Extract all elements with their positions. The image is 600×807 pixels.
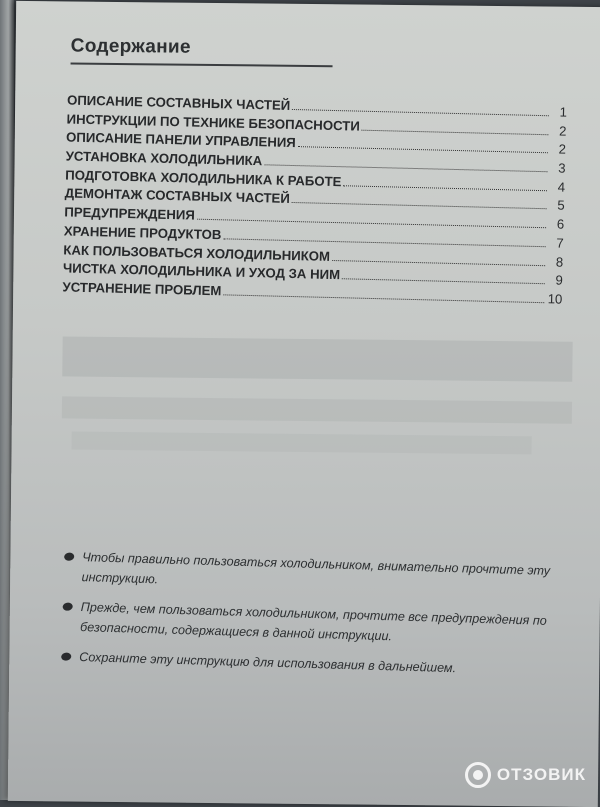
note-text: Прежде, чем пользоваться холодильником, прочтите все предупреждения по безопасности, содержащиеся в данной инструкции. [79,600,547,644]
toc-entry-page: 2 [558,141,567,158]
leaf-bullet-icon [62,601,74,612]
toc-leader-dots [362,129,549,135]
watermark [465,762,586,788]
toc-leader-dots [343,185,547,191]
note-item [59,546,580,601]
watermark-text: ОТЗОВИК [496,765,586,784]
title-underline [71,63,333,68]
toc-entry-label: КАК ПОЛЬЗОВАТЬСЯ ХОЛОДИЛЬНИКОМ [63,241,331,264]
leaf-bullet-icon [63,551,75,562]
toc-entry-label: ОПИСАНИЕ ПАНЕЛИ УПРАВЛЕНИЯ [65,129,296,151]
page-title: Содержание [70,35,191,58]
toc-leader-dots [264,164,547,172]
toc-leader-dots [342,278,545,284]
leaf-bullet-icon [60,651,72,662]
note-item [58,596,579,651]
note-text: Чтобы правильно пользоваться холодильником, внимательно прочтите эту инструкцию. [81,550,551,587]
note-item [57,646,577,681]
toc-entry-page: 9 [555,272,563,288]
toc-entry-page: 8 [555,253,564,270]
table-of-contents [62,92,567,310]
note-text: Сохраните эту инструкцию для использования в дальнейшем. [79,650,457,676]
toc-entry-label: ЧИСТКА ХОЛОДИЛЬНИКА И УХОД ЗА НИМ [62,260,341,283]
toc-entry-page: 3 [558,160,566,176]
show-through-block [72,432,532,455]
toc-entry-label: ПРЕДУПРЕЖДЕНИЯ [64,204,195,223]
toc-entry-label: УСТРАНЕНИЕ ПРОБЛЕМ [62,279,222,299]
toc-entry-label: ИНСТРУКЦИИ ПО ТЕХНИКЕ БЕЗОПАСНОСТИ [66,111,360,134]
manual-page [8,1,600,807]
toc-entry-label: ХРАНЕНИЕ ПРОДУКТОВ [63,223,222,243]
toc-entry-page: 1 [559,104,568,120]
toc-leader-dots [332,259,545,265]
toc-entry-page: 10 [547,291,563,307]
toc-entry-page: 6 [556,216,565,232]
toc-entry-page: 5 [557,197,565,214]
toc-leader-dots [223,238,545,247]
toc-entry-page: 2 [558,123,567,139]
toc-entry-page: 4 [557,179,566,195]
toc-entry-page: 7 [556,235,564,251]
toc-entry-label: УСТАНОВКА ХОЛОДИЛЬНИКА [65,148,263,169]
show-through-block [62,396,572,423]
toc-entry-label: ПОДГОТОВКА ХОЛОДИЛЬНИКА К РАБОТЕ [65,167,342,189]
toc-leader-dots [292,202,547,209]
toc-entry-label: ДЕМОНТАЖ СОСТАВНЫХ ЧАСТЕЙ [64,185,290,207]
toc-leader-dots [292,109,549,116]
toc-leader-dots [223,294,544,303]
otzovik-logo-icon [465,762,491,788]
toc-leader-dots [298,146,548,153]
show-through-block [62,336,572,381]
toc-entry-label: ОПИСАНИЕ СОСТАВНЫХ ЧАСТЕЙ [66,92,291,113]
notes-list [57,546,581,691]
